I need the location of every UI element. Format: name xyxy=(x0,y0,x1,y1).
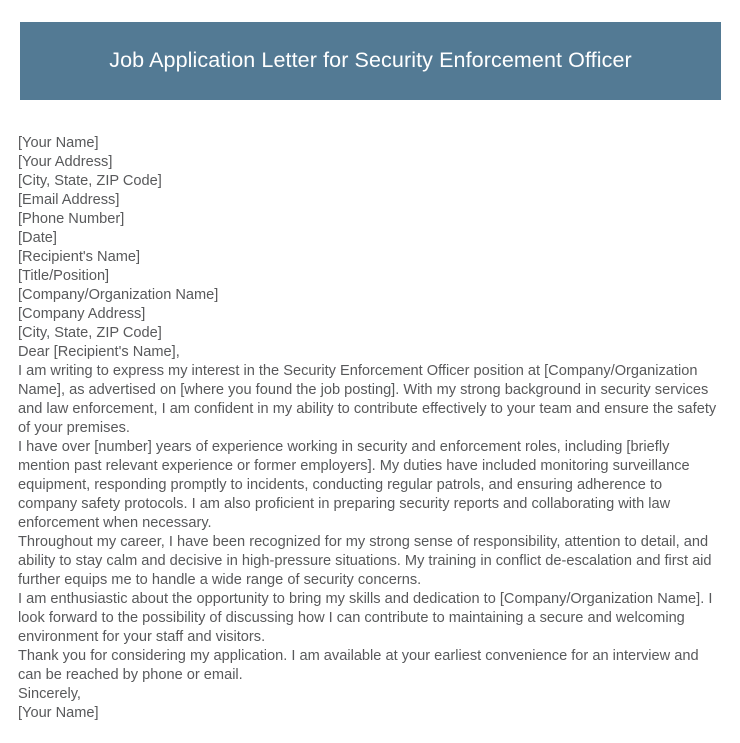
letter-paragraph-3: Throughout my career, I have been recognized for my strong sense of responsibility, attention to detail, and ability to stay calm and decisive in high-pressure situations. My training in conflict de-escalation and first aid further equips me to handle a wide range of security concerns. xyxy=(18,534,712,588)
letter-paragraph-5: Thank you for considering my application. I am available at your earliest convenience for an interview and can be reached by phone or email. xyxy=(18,648,699,683)
document-header-banner xyxy=(20,22,721,100)
letter-closing: Sincerely, xyxy=(18,686,81,702)
letter-paragraph-2: I have over [number] years of experience working in security and enforcement roles, including [briefly mention past relevant experience or former employers]. My duties have included monitoring surveillance equipment, responding promptly to incidents, conducting regular patrols, and ensuring adherence to company safety protocols. I am also proficient in preparing security reports and collaborating with law enforcement when necessary. xyxy=(18,439,690,531)
recipient-line-company: [Company/Organization Name] xyxy=(18,287,219,303)
recipient-address-block xyxy=(18,248,722,343)
recipient-line-address: [Company Address] xyxy=(18,306,146,322)
letter-body xyxy=(18,134,722,723)
letter-signature-name: [Your Name] xyxy=(18,705,99,721)
recipient-line-title: [Title/Position] xyxy=(18,268,110,284)
recipient-line-city: [City, State, ZIP Code] xyxy=(18,325,162,341)
recipient-line-name: [Recipient's Name] xyxy=(18,249,141,265)
sender-line-email: [Email Address] xyxy=(18,192,120,208)
sender-line-phone: [Phone Number] xyxy=(18,211,125,227)
sender-line-city: [City, State, ZIP Code] xyxy=(18,173,162,189)
letter-salutation: Dear [Recipient's Name], xyxy=(18,344,180,360)
sender-address-block xyxy=(18,134,722,248)
sender-line-name: [Your Name] xyxy=(18,135,99,151)
document-title: Job Application Letter for Security Enforcement Officer xyxy=(109,48,632,73)
sender-line-date: [Date] xyxy=(18,230,57,246)
sender-line-address: [Your Address] xyxy=(18,154,113,170)
letter-paragraph-1: I am writing to express my interest in the Security Enforcement Officer position at [Company/Organization Name], as advertised on [where you found the job posting]. With my strong background in security services and law enforcement, I am confident in my ability to contribute effectively to your team and ensure the safety of your premises. xyxy=(18,363,717,436)
letter-paragraph-4: I am enthusiastic about the opportunity to bring my skills and dedication to [Company/Organization Name]. I look forward to the possibility of discussing how I can contribute to maintaining a secure and welcoming environment for your staff and visitors. xyxy=(18,591,713,645)
